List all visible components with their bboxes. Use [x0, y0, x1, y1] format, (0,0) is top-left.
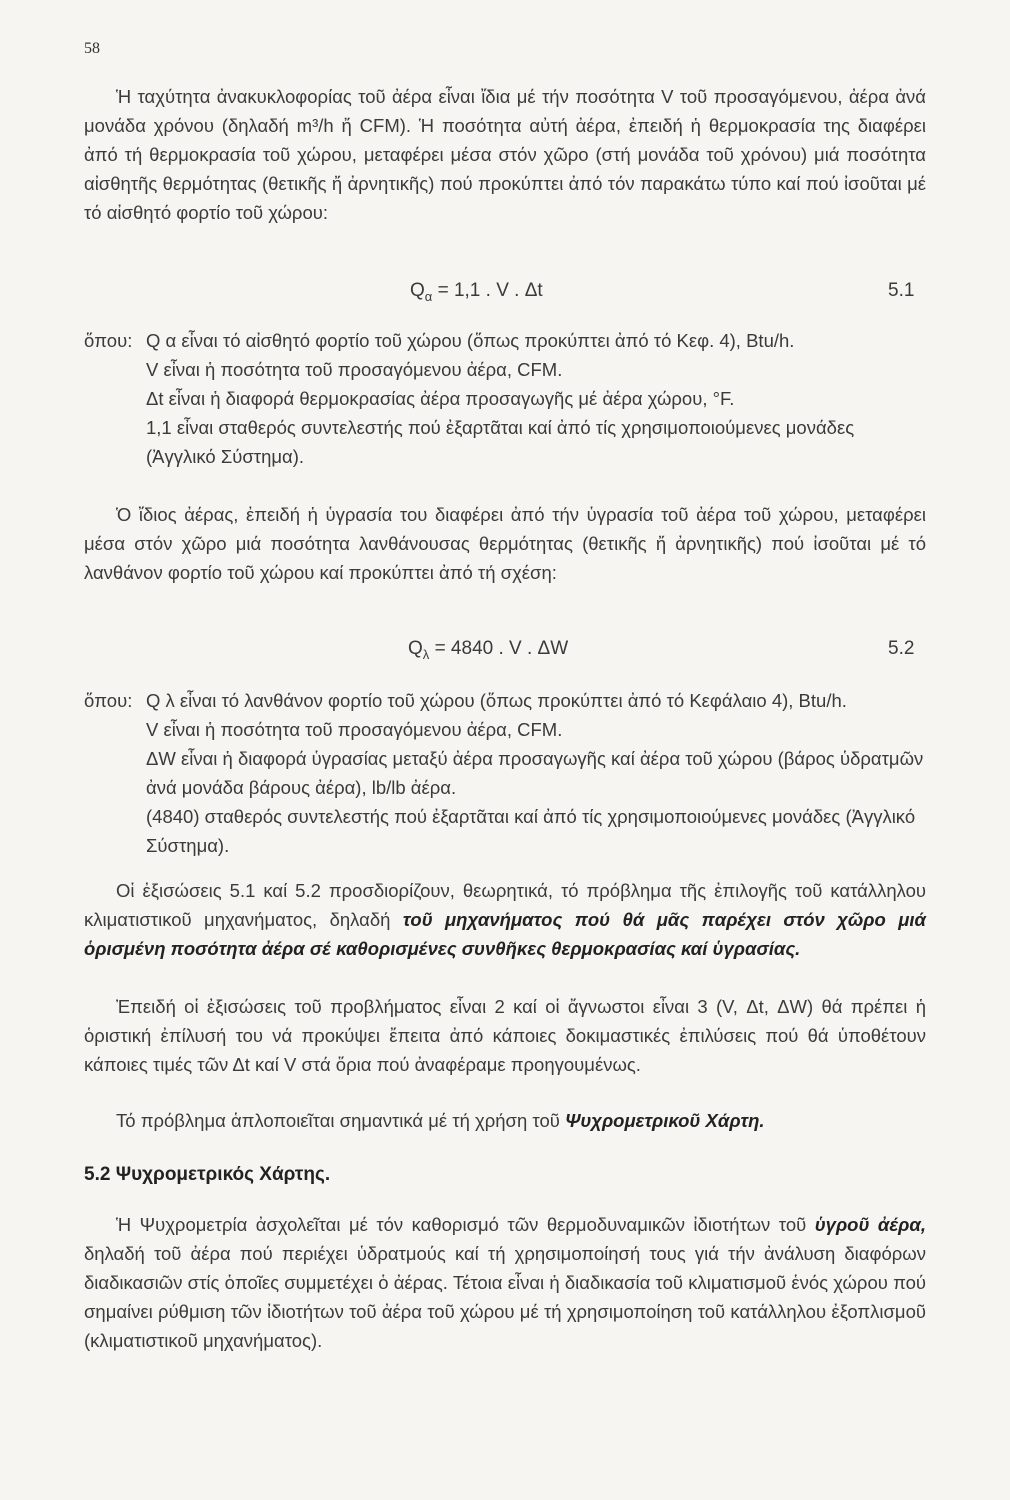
paragraph-3-text: Οἱ ἐξισώσεις 5.1 καί 5.2 προσδιορίζουν, θεωρητικά, τό πρόβλημα τῆς ἐπιλογῆς τοῦ κατάλληλου κλιματιστικοῦ μηχανήματος, δηλαδή [84, 880, 926, 930]
where-label-2: ὅπου: [84, 690, 133, 711]
equation-5-1-lhs: Q [410, 280, 425, 301]
equation-5-1-rhs: = 1,1 . V . Δt [437, 280, 543, 301]
equation-5-2-lhs: Q [408, 638, 423, 659]
definitions-2 [146, 686, 926, 860]
equation-5-2 [408, 638, 568, 662]
definition-item: Q α εἶναι τό αἰσθητό φορτίο τοῦ χώρου (ὅπως προκύπτει ἀπό τό Κεφ. 4), Btu/h. [146, 330, 795, 351]
definition-item: V εἶναι ἡ ποσότητα τοῦ προσαγόμενου ἀέρα, CFM. [146, 719, 563, 740]
paragraph-1-text: Ἡ ταχύτητα ἀνακυκλοφορίας τοῦ ἀέρα εἶναι ἴδια μέ τήν ποσότητα V τοῦ προσαγόμενου, ἀέρα ἀνά μονάδα χρόνου (δηλαδή m³/h ἤ CFM). Ἡ ποσότητα αὐτή ἀέρα, ἐπειδή ἡ θερμοκρασία της διαφέρει ἀπό τή θερμοκρασία τοῦ χώρου, μεταφέρει μέσα στόν χῶρο (στή μονάδα τοῦ χρόνου) μιά ποσότητα αἰσθητῆς θερμότητας (θετικῆς ἤ ἀρνητικῆς) πού προκύπτει ἀπό τόν παρακάτω τύπο καί πού ἰσοῦται μέ τό αἰσθητό φορτίο τοῦ χώρου: [84, 86, 926, 223]
paragraph-4-text: Ἐπειδή οἱ ἐξισώσεις τοῦ προβλήματος εἶναι 2 καί οἱ ἄγνωστοι εἶναι 3 (V, Δt, ΔW) θά πρέπει ἡ ὁριστική ἐπίλυσή του νά προκύψει ἔπειτα ἀπό κάποιες δοκιμαστικές ἐπιλύσεις πού θά ὑποθέτουν κάποιες τιμές τῶν Δt καί V στά ὅρια πού ἀναφέραμε προηγουμένως. [84, 996, 926, 1075]
equation-5-1 [410, 280, 543, 304]
equation-5-2-sub: λ [422, 646, 430, 662]
definition-item: V εἶναι ἡ ποσότητα τοῦ προσαγόμενου ἀέρα, CFM. [146, 359, 563, 380]
section-heading: 5.2 Ψυχρομετρικός Χάρτης. [84, 1164, 331, 1185]
paragraph-5-text: Τό πρόβλημα ἁπλοποιεῖται σημαντικά μέ τή χρήση τοῦ [116, 1110, 565, 1131]
definitions-1 [146, 326, 926, 471]
paragraph-2 [84, 500, 926, 587]
equation-5-2-number: 5.2 [888, 638, 915, 659]
paragraph-6 [84, 1210, 926, 1355]
paragraph-3 [84, 876, 926, 963]
definition-item: (4840) σταθερός συντελεστής πού ἐξαρτᾶται καί ἀπό τίς χρησιμοποιούμενες μονάδες (Ἀγγλικό Σύστημα). [146, 806, 916, 856]
paragraph-3-emphasis: τοῦ μηχανήματος πού θά μᾶς παρέχει στόν χῶρο μιά ὁρισμένη ποσότητα ἀέρα σέ καθορισμένες συνθῆκες θερμοκρασίας καί ὑγρασίας. [84, 909, 926, 959]
paragraph-1 [84, 82, 926, 227]
paragraph-6-emphasis: ὑγροῦ ἀέρα, [814, 1214, 926, 1235]
paragraph-2-text: Ὁ ἴδιος ἀέρας, ἐπειδή ἡ ὑγρασία του διαφέρει ἀπό τήν ὑγρασία τοῦ ἀέρα τοῦ χώρου, μεταφέρει μέσα στόν χῶρο μιά ποσότητα λανθάνουσας θερμότητας (θετικῆς ἤ ἀρνητικῆς) πού ἰσοῦται μέ τό λανθάνον φορτίο τοῦ χώρου καί προκύπτει ἀπό τή σχέση: [84, 504, 926, 583]
definition-item: Q λ εἶναι τό λανθάνον φορτίο τοῦ χώρου (ὅπως προκύπτει ἀπό τό Κεφάλαιο 4), Btu/h. [146, 690, 847, 711]
paragraph-5-emphasis: Ψυχρομετρικοῦ Χάρτη. [565, 1110, 765, 1131]
equation-5-1-sub: α [424, 288, 433, 304]
page-number: 58 [84, 40, 100, 57]
definition-item: Δt εἶναι ἡ διαφορά θερμοκρασίας ἀέρα προσαγωγῆς μέ ἀέρα χώρου, °F. [146, 388, 735, 409]
paragraph-5 [84, 1106, 926, 1135]
where-label-1: ὅπου: [84, 330, 133, 351]
definition-item: ΔW εἶναι ἡ διαφορά ὑγρασίας μεταξύ ἀέρα προσαγωγῆς καί ἀέρα τοῦ χώρου (βάρος ὑδρατμῶν ἀνά μονάδα βάρους ἀέρα), lb/lb ἀέρα. [146, 748, 924, 798]
paragraph-6-text-end: δηλαδή τοῦ ἀέρα πού περιέχει ὑδρατμούς καί τή χρησιμοποίησή τους γιά τήν ἀνάλυση διαφόρων διαδικασιῶν στίς ὁποῖες συμμετέχει ὁ ἀέρας. Τέτοια εἶναι ἡ διαδικασία τοῦ κλιματισμοῦ ἑνός χώρου πού σημαίνει ρύθμιση τῶν ἰδιοτήτων τοῦ ἀέρα τοῦ χώρου μέ τή χρησιμοποίηση τοῦ κατάλληλου ἐξοπλισμοῦ (κλιματιστικοῦ μηχανήματος). [84, 1243, 926, 1351]
equation-5-1-number: 5.1 [888, 280, 915, 301]
paragraph-4 [84, 992, 926, 1079]
definition-item: 1,1 εἶναι σταθερός συντελεστής πού ἐξαρτᾶται καί ἀπό τίς χρησιμοποιούμενες μονάδες (Ἀγγλικό Σύστημα). [146, 417, 855, 467]
paragraph-6-text: Ἡ Ψυχρομετρία ἀσχολεῖται μέ τόν καθορισμό τῶν θερμοδυναμικῶν ἰδιοτήτων τοῦ [116, 1214, 815, 1235]
equation-5-2-rhs: = 4840 . V . ΔW [434, 638, 569, 659]
